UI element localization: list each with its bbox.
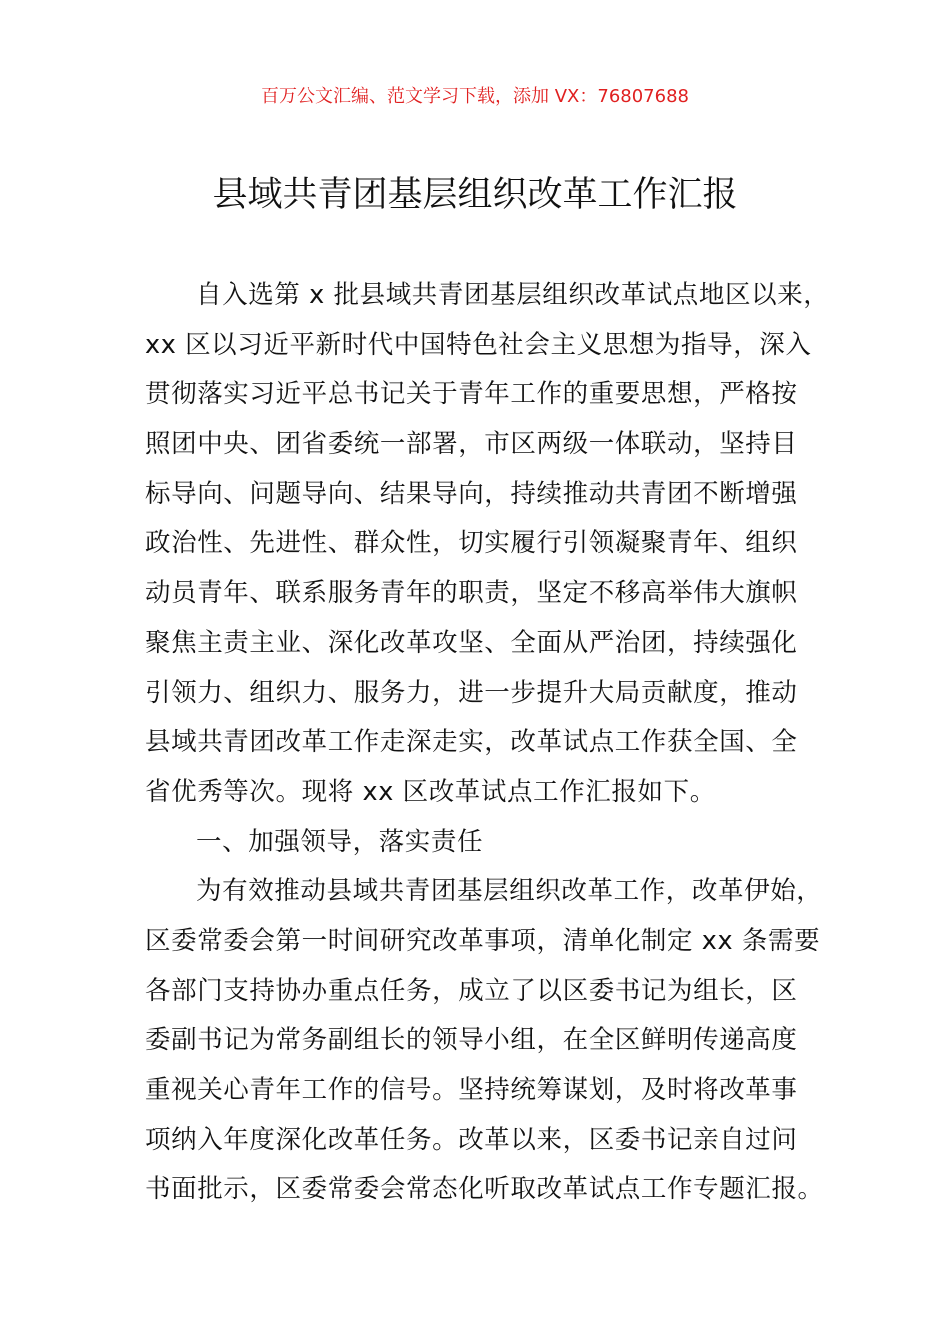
- text-line: 标导向、问题导向、结果导向，持续推动共青团不断增强: [145, 478, 798, 509]
- text-line: 省优秀等次。现将 xx 区改革试点工作汇报如下。: [145, 776, 716, 807]
- text-line: 重视关心青年工作的信号。坚持统筹谋划，及时将改革事: [145, 1075, 798, 1105]
- text-line: 各部门支持协办重点任务，成立了以区委书记为组长，区: [145, 975, 798, 1006]
- paragraph-intro: [145, 271, 845, 818]
- text-line: 照团中央、团省委统一部署，市区两级一体联动，坚持目: [145, 429, 798, 460]
- text-line: 聚焦主责主业、深化改革攻坚、全面从严治团，持续强化: [145, 627, 798, 658]
- text-line: 项纳入年度深化改革任务。改革以来，区委书记亲自过问: [145, 1124, 798, 1155]
- section-heading-text: 一、加强领导，落实责任: [196, 826, 484, 857]
- text-line: xx 区以习近平新时代中国特色社会主义思想为指导，深入: [145, 329, 812, 360]
- text-line: 为有效推动县域共青团基层组织改革工作，改革伊始，: [196, 876, 823, 907]
- document-title: 县域共青团基层组织改革工作汇报: [212, 175, 738, 215]
- text-line: 区委常委会第一时间研究改革事项，清单化制定 xx 条需要: [145, 925, 821, 956]
- paragraph-leadership: [145, 867, 845, 1215]
- text-line: 自入选第 x 批县域共青团基层组织改革试点地区以来，: [196, 280, 830, 310]
- text-line: 动员青年、联系服务青年的职责，坚定不移高举伟大旗帜: [145, 578, 798, 609]
- text-line: 书面批示，区委常委会常态化听取改革试点工作专题汇报。: [145, 1174, 824, 1205]
- text-line: 政治性、先进性、群众性，切实履行引领凝聚青年、组织: [145, 528, 798, 559]
- text-line: 引领力、组织力、服务力，进一步提升大局贡献度，推动: [145, 677, 798, 708]
- watermark-header: 百万公文汇编、范文学习下载，添加 VX：76807688: [261, 86, 689, 107]
- text-line: 委副书记为常务副组长的领导小组，在全区鲜明传递高度: [145, 1025, 798, 1056]
- text-line: 贯彻落实习近平总书记关于青年工作的重要思想，严格按: [145, 379, 798, 410]
- document-body: [145, 271, 845, 1215]
- text-line: 县域共青团改革工作走深走实，改革试点工作获全国、全: [145, 727, 798, 758]
- section-heading: [145, 818, 845, 868]
